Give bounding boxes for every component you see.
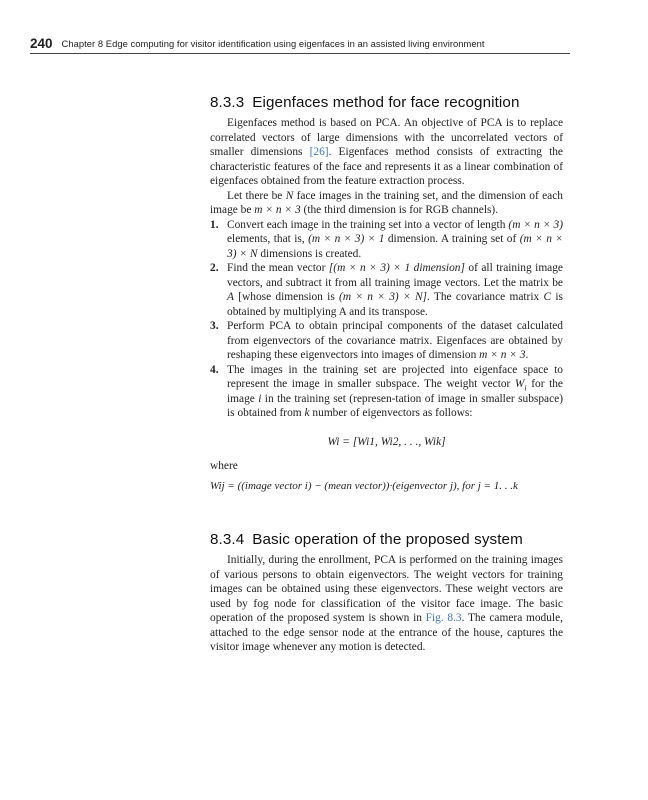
where-label: where	[210, 460, 238, 472]
paragraph-basic-operation	[210, 553, 563, 655]
list-item	[210, 261, 563, 319]
math: C	[543, 291, 552, 303]
section-gap	[210, 493, 563, 530]
text: dimension. A training set of	[384, 233, 520, 245]
text: of all training image vectors, and subtract it from all training image vectors. Let the matrix be	[227, 262, 563, 289]
list-item	[210, 218, 563, 262]
math: [(m × n × 3) × 1 dimension]	[328, 262, 465, 274]
text: [whose dimension is	[233, 291, 340, 303]
text: for the image	[227, 378, 563, 405]
math: A	[227, 291, 234, 303]
math-subscript: i	[524, 383, 527, 393]
math: m × n × 3	[479, 349, 526, 361]
math: k	[304, 407, 310, 419]
text: The images in the training set are projected into eigenface space to represent the image in smaller subspace. The weight vector	[227, 363, 563, 390]
text: .	[525, 349, 529, 361]
math: N	[285, 189, 294, 202]
math: i	[258, 392, 262, 405]
header-rule	[30, 53, 570, 54]
list-number: 3.	[210, 320, 219, 332]
list-number: 2.	[210, 262, 219, 274]
text: Convert each image in the training set into a vector of length	[227, 218, 509, 231]
text: Perform PCA to obtain principal components of the dataset calculated from eigenvectors of the covariance matrix. Eigenfaces are obtained by reshaping these eigenvectors into images of dimension	[227, 320, 563, 361]
equation-weight-vector	[210, 435, 563, 450]
text: dimensions is created.	[257, 247, 362, 260]
citation-link[interactable]: [26]	[309, 146, 329, 158]
text: is obtained by multiplying A and its transpose.	[227, 291, 563, 318]
text: . Eigenfaces method consists of extracting the characteristic features of the face and represents it as a linear combination of eigenfaces obtained from the feature extraction process.	[210, 146, 563, 187]
section-number: 8.3.4	[210, 531, 245, 548]
list-number: 4.	[210, 363, 219, 376]
steps-list	[210, 218, 563, 421]
text: Initially, during the enrollment, PCA is performed on the training images of various persons to obtain eigenvectors. The weight vectors for training images can be obtained using these eigenvectors. These weight vectors are used by fog node for classification of the visitor face image. The basic operation of the proposed system is shown in	[210, 554, 563, 624]
text: . The covariance matrix	[426, 291, 544, 303]
math: Wij = ((image vector i) − (mean vector))·(eigenvector j), for j = 1. . .k	[210, 479, 518, 492]
section-heading-8-3-3	[210, 93, 563, 113]
text: number of eigenvectors as follows:	[309, 407, 473, 419]
section-number: 8.3.3	[210, 94, 245, 111]
section-title: Eigenfaces method for face recognition	[252, 94, 520, 111]
paragraph-setup	[210, 189, 563, 218]
text: elements, that is,	[227, 233, 309, 245]
math: m × n × 3	[254, 204, 301, 216]
text: . The camera module, attached to the edge sensor node at the entrance of the house, captures the visitor image whenever any motion is detected.	[210, 612, 563, 653]
math: (m × n × 3) × 1	[308, 233, 385, 245]
math: (m × n × 3) × N	[227, 233, 563, 260]
text: (the third dimension is for RGB channels).	[300, 204, 499, 216]
math: (m × n × 3) × N]	[339, 291, 427, 303]
running-head	[30, 36, 570, 51]
text: Eigenfaces method is based on PCA. An objective of PCA is to replace correlated vectors of large dimensions with the uncorrelated vectors of smaller dimensions	[210, 117, 563, 158]
paragraph-intro	[210, 116, 563, 189]
section-heading-8-3-4	[210, 530, 563, 550]
list-item	[210, 319, 563, 363]
list-number: 1.	[210, 218, 219, 231]
math: (m × n × 3)	[508, 218, 563, 231]
text: Let there be	[227, 189, 286, 202]
math: Wi = [Wi1, Wi2, . . ., Wik]	[327, 435, 446, 448]
text: face images in the training set, and the dimension of each image be	[210, 189, 563, 216]
math: W	[514, 378, 525, 390]
section-title: Basic operation of the proposed system	[252, 531, 523, 548]
equation-weight-element	[210, 479, 563, 494]
text: in the training set (represen-tation of image in smaller subspace) is obtained from	[227, 392, 563, 419]
text: Find the mean vector	[227, 262, 329, 274]
page-content	[210, 93, 563, 655]
page-number: 240	[30, 36, 53, 51]
figure-link[interactable]: Fig. 8.3	[425, 612, 462, 624]
chapter-title: Chapter 8 Edge computing for visitor identification using eigenfaces in an assisted living environment	[61, 38, 485, 49]
list-item	[210, 363, 563, 421]
